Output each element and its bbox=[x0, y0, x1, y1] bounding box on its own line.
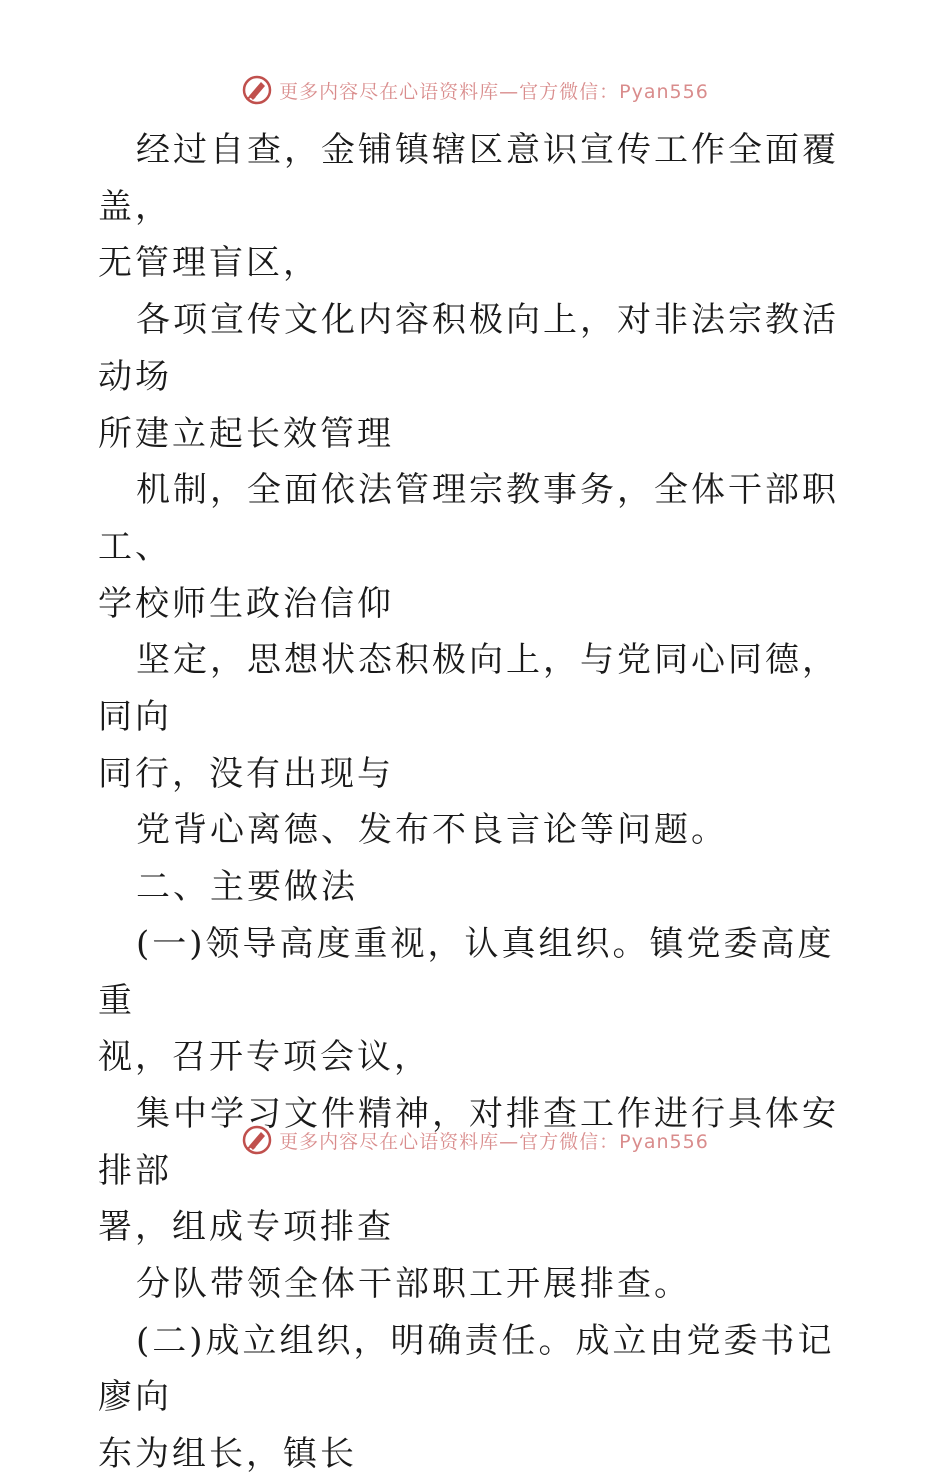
paragraph-line: 坚定，思想状态积极向上，与党同心同德，同向 bbox=[98, 640, 839, 738]
paragraph-line: 署，组成专项排查 bbox=[98, 1207, 394, 1248]
paragraph-line: (一)领导高度重视，认真组织。镇党委高度重 bbox=[98, 923, 835, 1021]
header-watermark-banner bbox=[0, 70, 950, 110]
logo-seal-icon bbox=[241, 1124, 273, 1156]
paragraph-line: 党背心离德、发布不良言论等问题。 bbox=[136, 810, 728, 851]
footer-watermark-banner bbox=[0, 1120, 950, 1160]
header-watermark-text: 更多内容尽在心语资料库—官方微信：Pyan556 bbox=[279, 80, 709, 103]
paragraph-line: 学校师生政治信仰 bbox=[98, 583, 394, 624]
footer-watermark-text: 更多内容尽在心语资料库—官方微信：Pyan556 bbox=[279, 1130, 709, 1153]
paragraph-line: 同行，没有出现与 bbox=[98, 753, 394, 794]
paragraph-line: 分队带领全体干部职工开展排查。 bbox=[136, 1264, 691, 1305]
document-body bbox=[98, 122, 858, 1483]
paragraph-line: (二)成立组织，明确责任。成立由党委书记廖向 bbox=[98, 1320, 835, 1418]
section-heading: 二、主要做法 bbox=[136, 867, 358, 908]
paragraph-line: 视，召开专项会议， bbox=[98, 1037, 431, 1078]
paragraph-line: 东为组长，镇长 bbox=[98, 1434, 357, 1475]
paragraph-line: 经过自查，金铺镇辖区意识宣传工作全面覆盖， bbox=[98, 130, 839, 227]
logo-seal-icon bbox=[241, 74, 273, 106]
paragraph-line: 集中学习文件精神，对排查工作进行具体安排部 bbox=[98, 1093, 839, 1191]
paragraph-line: 机制，全面依法管理宗教事务，全体干部职工、 bbox=[98, 470, 839, 567]
paragraph-line: 所建立起长效管理 bbox=[98, 413, 394, 454]
paragraph-line: 各项宣传文化内容积极向上，对非法宗教活动场 bbox=[98, 300, 839, 397]
paragraph-line: 无管理盲区， bbox=[98, 243, 320, 284]
